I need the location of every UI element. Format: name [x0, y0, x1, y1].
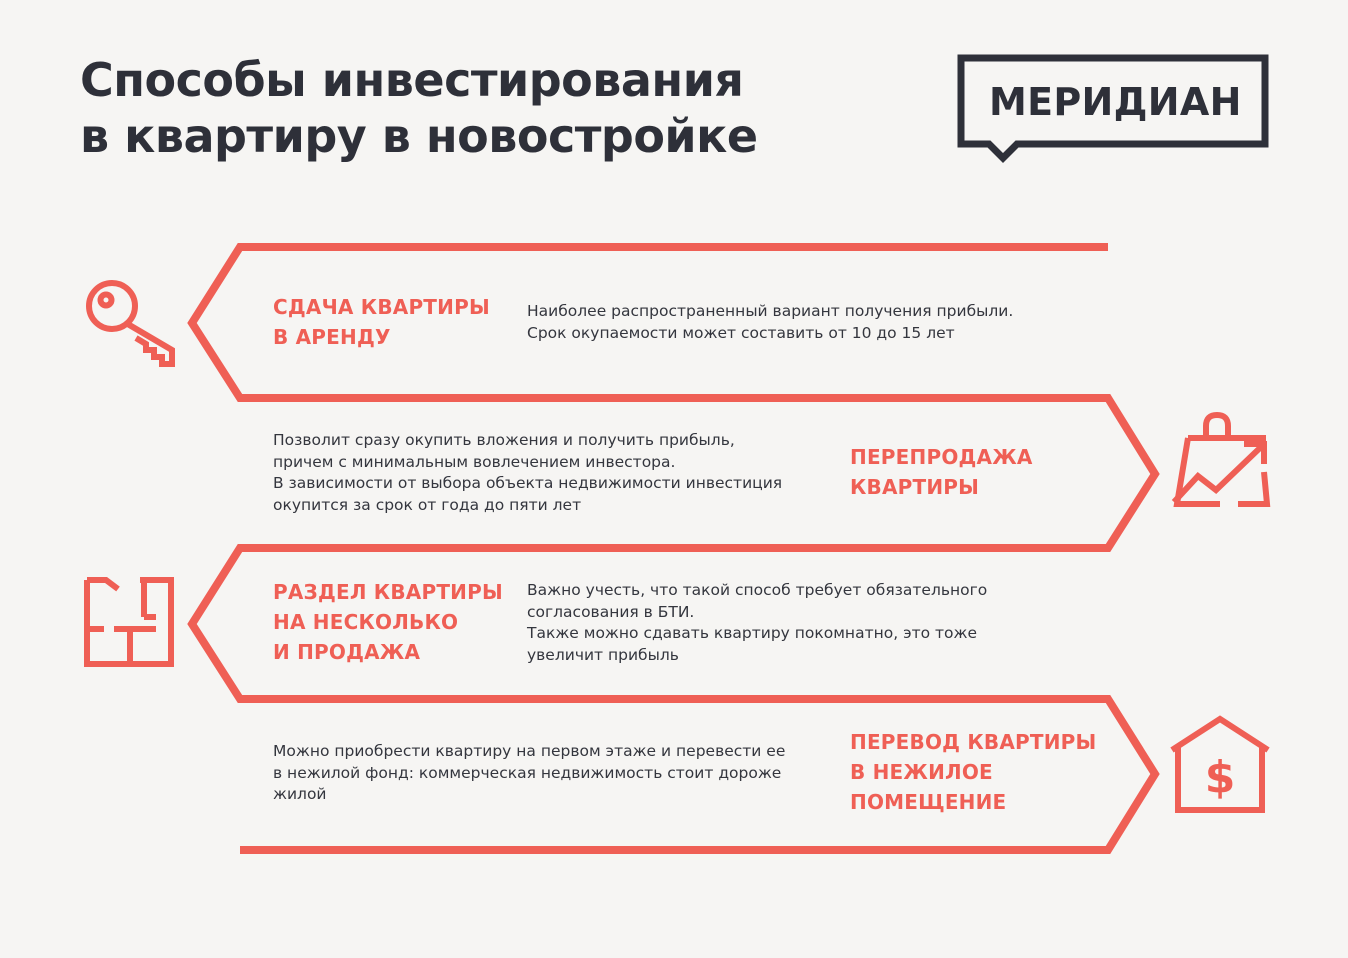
- heading-line: И ПРОДАЖА: [273, 640, 421, 664]
- description-line: Срок окупаемости может составить от 10 до 15 лет: [527, 323, 955, 342]
- title-line: Способы инвестирования: [80, 53, 744, 107]
- step-1-description: [527, 301, 1013, 344]
- heading-line: КВАРТИРЫ: [850, 475, 980, 499]
- floor-plan-icon: [84, 577, 178, 671]
- heading-line: НА НЕСКОЛЬКО: [273, 610, 459, 634]
- heading-line: СДАЧА КВАРТИРЫ: [273, 295, 490, 319]
- svg-text:$: $: [1204, 752, 1236, 803]
- description-line: Наиболее распространенный вариант получения прибыли.: [527, 302, 1014, 320]
- step-2-description: [273, 430, 782, 517]
- logo-text: МЕРИДИАН: [989, 80, 1242, 124]
- description-line: Также можно сдавать квартиру покомнатно, это тоже: [527, 624, 978, 643]
- description-line: в нежилой фонд: коммерческая недвижимость стоит дороже: [273, 763, 782, 782]
- description-line: В зависимости от выбора объекта недвижимости инвестиция: [273, 474, 783, 493]
- heading-line: В НЕЖИЛОЕ: [850, 760, 993, 784]
- house-dollar-icon: [1168, 714, 1272, 814]
- step-3-description: [527, 580, 987, 667]
- description-line: увеличит прибыль: [527, 646, 679, 665]
- step-1-heading: [273, 292, 490, 352]
- description-line: Важно учесть, что такой способ требует обязательного: [527, 581, 988, 599]
- shopping-bag-growth-icon: [1168, 410, 1272, 512]
- step-4-heading: [850, 727, 1096, 817]
- step-4-description: [273, 741, 785, 806]
- heading-line: ПЕРЕПРОДАЖА: [850, 445, 1033, 469]
- step-2-heading: [850, 442, 1033, 502]
- description-line: Позволит сразу окупить вложения и получить прибыль,: [273, 431, 735, 449]
- heading-line: РАЗДЕЛ КВАРТИРЫ: [273, 580, 503, 604]
- description-line: Можно приобрести квартиру на первом этаже и перевести ее: [273, 742, 786, 760]
- title-line: в квартиру в новостройке: [80, 109, 758, 163]
- description-line: причем с минимальным вовлечением инвестора.: [273, 452, 676, 471]
- description-line: окупится за срок от года до пяти лет: [273, 496, 582, 515]
- step-3-heading: [273, 577, 503, 667]
- description-line: согласования в БТИ.: [527, 602, 695, 621]
- heading-line: ПОМЕЩЕНИЕ: [850, 790, 1007, 814]
- heading-line: В АРЕНДУ: [273, 325, 391, 349]
- heading-line: ПЕРЕВОД КВАРТИРЫ: [850, 730, 1097, 754]
- key-icon: [84, 278, 180, 370]
- description-line: жилой: [273, 785, 327, 804]
